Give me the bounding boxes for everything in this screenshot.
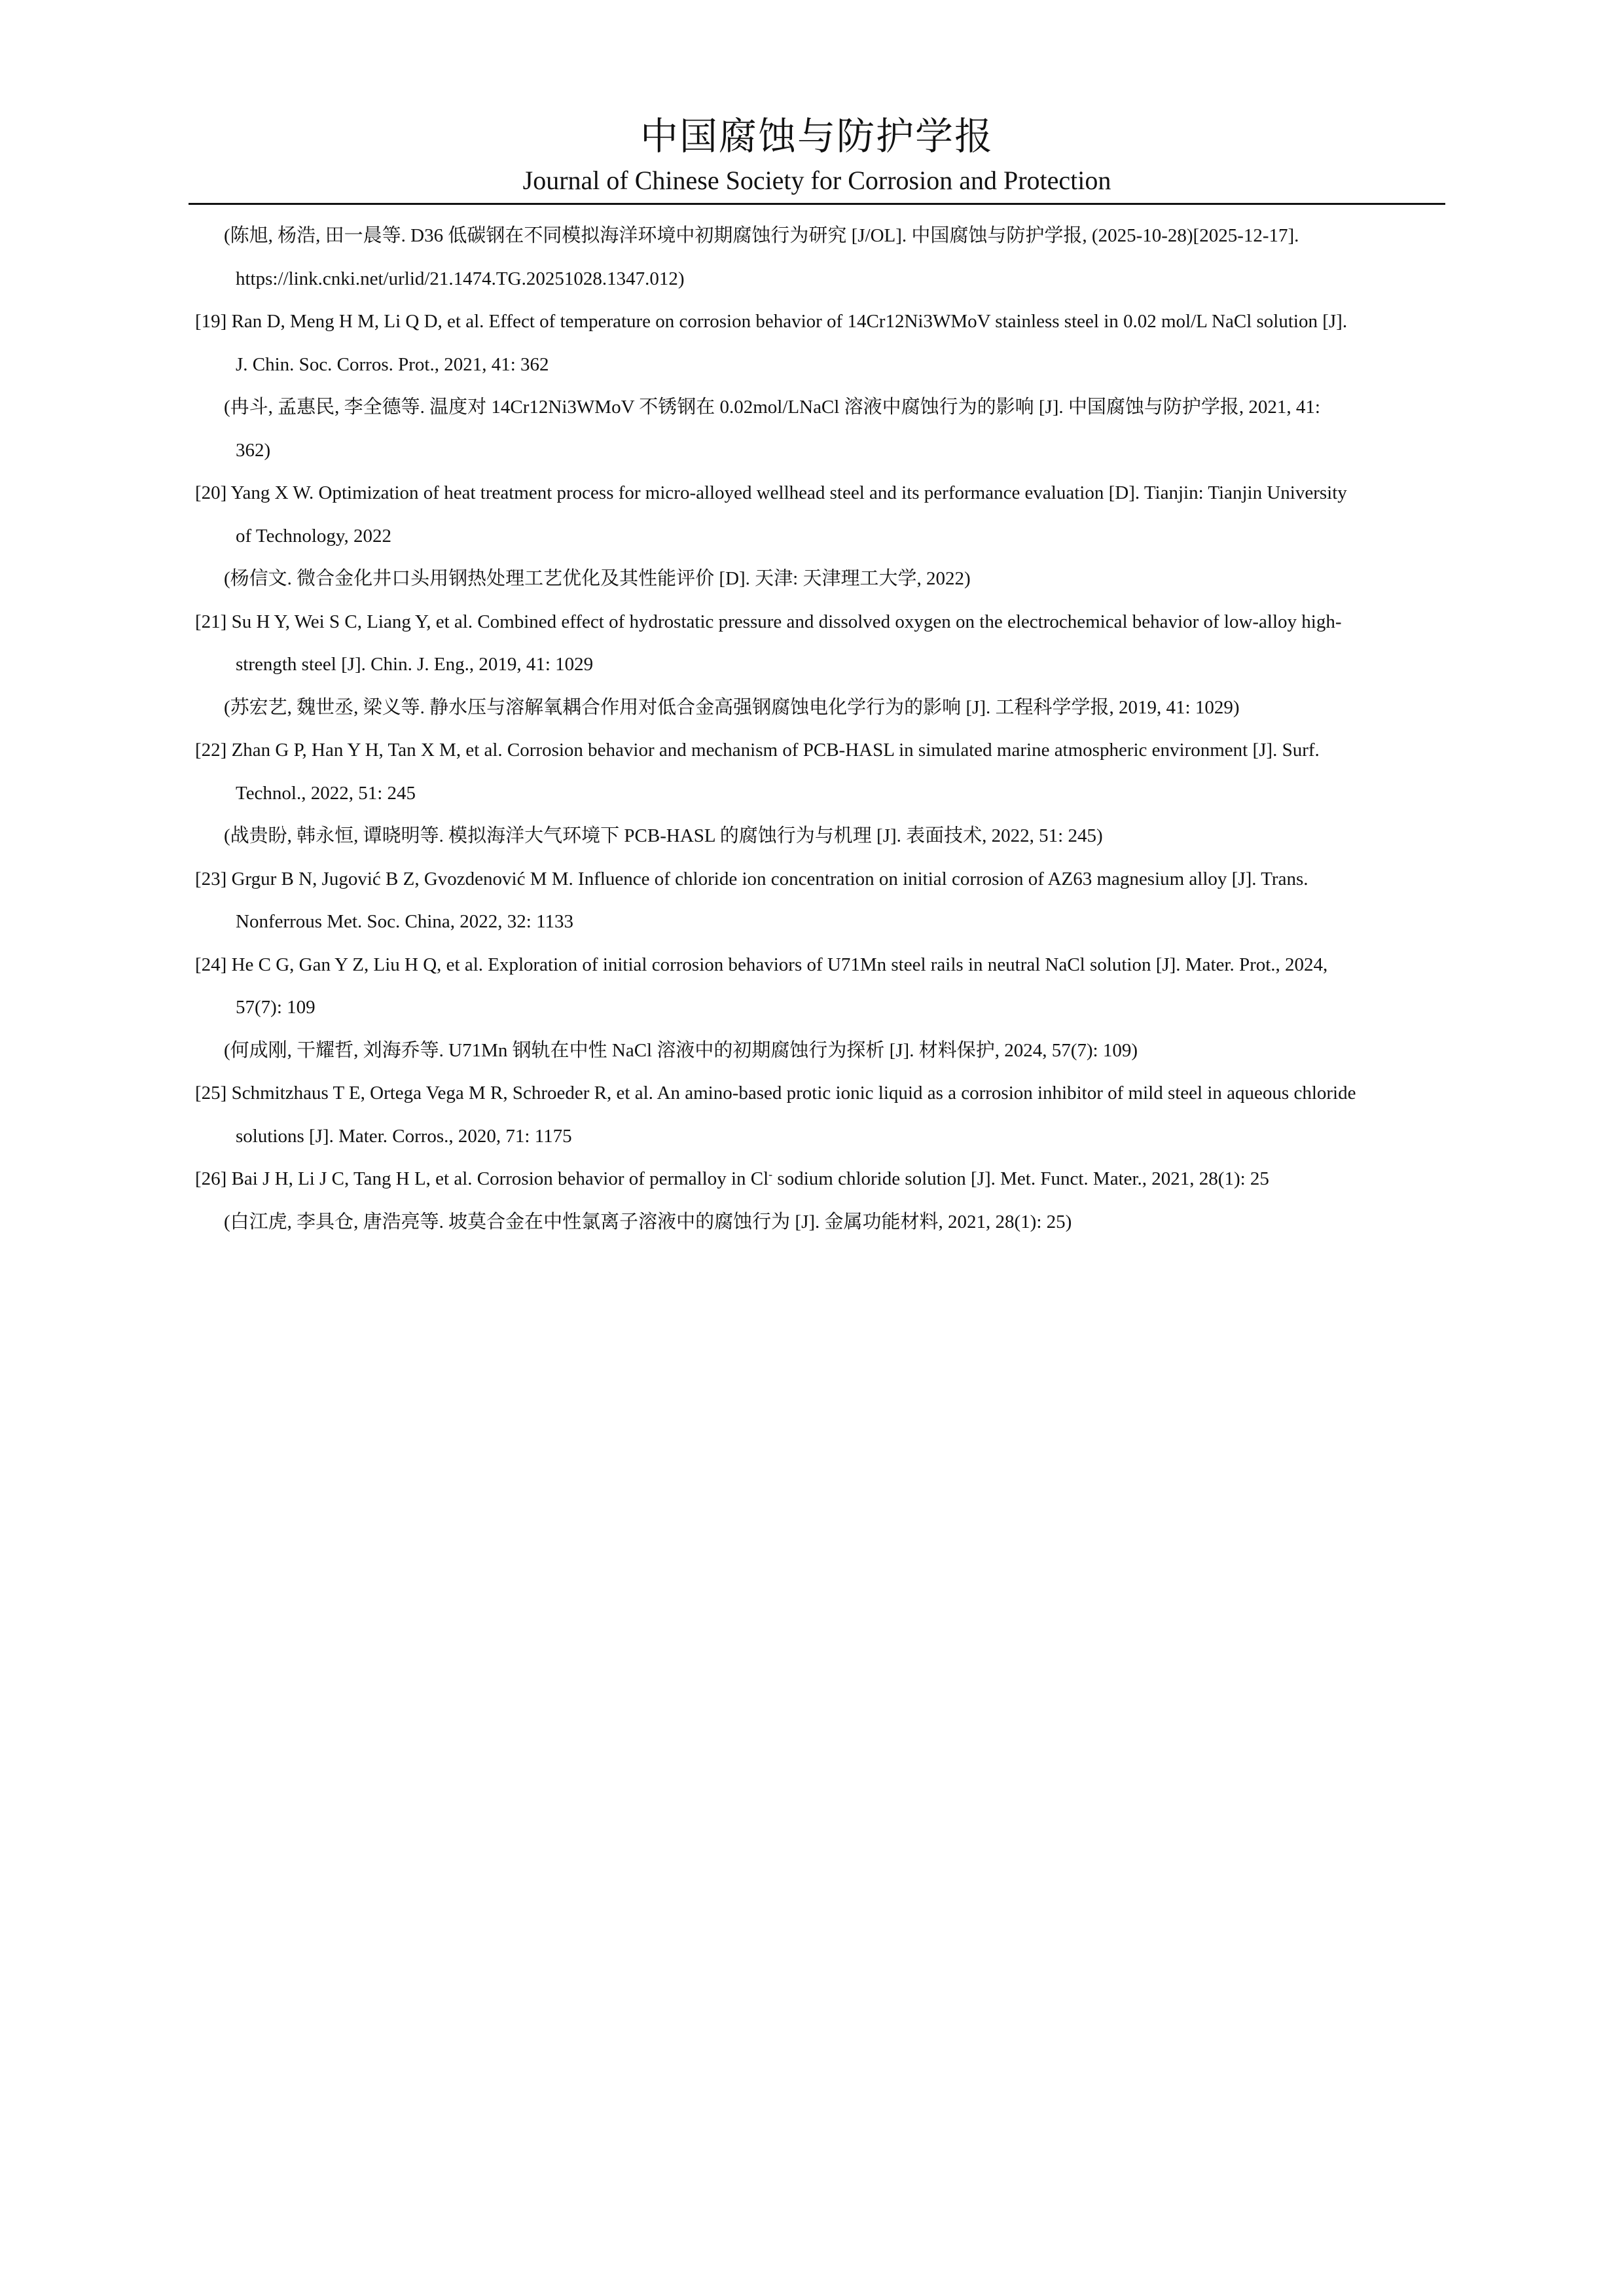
reference-line: Nonferrous Met. Soc. China, 2022, 32: 1133 (236, 911, 574, 932)
reference-26 (195, 1158, 1436, 1244)
reference-line: (白江虎, 李具仓, 唐浩亮等. 坡莫合金在中性氯离子溶液中的腐蚀行为 [J]. 金属功能材料, 2021, 28(1): 25) (224, 1211, 1072, 1232)
reference-line: [24] He C G, Gan Y Z, Liu H Q, et al. Exploration of initial corrosion behaviors of U71Mn steel rails in neutral NaCl solution [J]. Mater. Prot., 2024, (195, 954, 1328, 975)
reference-line: (陈旭, 杨浩, 田一晨等. D36 低碳钢在不同模拟海洋环境中初期腐蚀行为研究 [J/OL]. 中国腐蚀与防护学报, (2025-10-28)[2025-12-17]. (224, 225, 1299, 246)
reference-list (195, 215, 1436, 1244)
reference-line: [22] Zhan G P, Han Y H, Tan X M, et al. Corrosion behavior and mechanism of PCB-HASL in simulated marine atmospheric environment [J]. Surf. (195, 740, 1320, 761)
reference-text: [26] Bai J H, Li J C, Tang H L, et al. Corrosion behavior of permalloy in Cl (195, 1168, 769, 1189)
reference-25 (195, 1072, 1436, 1158)
reference-line: [23] Grgur B N, Jugović B Z, Gvozdenović M M. Influence of chloride ion concentration on initial corrosion of AZ63 magnesium alloy [J]. Trans. (195, 868, 1308, 889)
reference-line: (何成刚, 干耀哲, 刘海乔等. U71Mn 钢轨在中性 NaCl 溶液中的初期腐蚀行为探析 [J]. 材料保护, 2024, 57(7): 109) (224, 1039, 1138, 1061)
reference-21 (195, 601, 1436, 730)
reference-line: solutions [J]. Mater. Corros., 2020, 71: 1175 (236, 1125, 572, 1147)
header-rule (189, 203, 1445, 205)
reference-line: Technol., 2022, 51: 245 (236, 782, 416, 804)
reference-line: 362) (236, 439, 271, 461)
journal-title-english: Journal of Chinese Society for Corrosion and Protection (522, 166, 1111, 195)
reference-line: strength steel [J]. Chin. J. Eng., 2019, 41: 1029 (236, 654, 594, 675)
reference-line: [19] Ran D, Meng H M, Li Q D, et al. Effect of temperature on corrosion behavior of 14Cr12Ni3WMoV stainless steel in 0.02 mol/L NaCl solution [J]. (195, 311, 1348, 332)
superscript-minus: - (768, 1168, 773, 1181)
reference-line: (杨信文. 微合金化井口头用钢热处理工艺优化及其性能评价 [D]. 天津: 天津理工大学, 2022) (224, 568, 971, 589)
reference-line: (苏宏艺, 魏世丞, 梁义等. 静水压与溶解氧耦合作用对低合金高强钢腐蚀电化学行为的影响 [J]. 工程科学学报, 2019, 41: 1029) (224, 696, 1240, 718)
reference-line: 57(7): 109 (236, 997, 316, 1018)
journal-header (189, 111, 1445, 199)
reference-22 (195, 729, 1436, 858)
reference-line: of Technology, 2022 (236, 525, 391, 547)
reference-line: (战贵盼, 韩永恒, 谭晓明等. 模拟海洋大气环境下 PCB-HASL 的腐蚀行为与机理 [J]. 表面技术, 2022, 51: 245) (224, 825, 1103, 846)
journal-title-chinese: 中国腐蚀与防护学报 (640, 115, 994, 158)
reference-23 (195, 858, 1436, 944)
reference-line: J. Chin. Soc. Corros. Prot., 2021, 41: 362 (236, 353, 549, 375)
reference-line: [21] Su H Y, Wei S C, Liang Y, et al. Combined effect of hydrostatic pressure and dissolved oxygen on the electrochemical behavior of low-alloy high- (195, 611, 1342, 632)
reference-24 (195, 944, 1436, 1073)
reference-19 (195, 300, 1436, 472)
reference-line: [25] Schmitzhaus T E, Ortega Vega M R, Schroeder R, et al. An amino-based protic ionic liquid as a corrosion inhibitor of mild steel in aqueous chloride (195, 1083, 1356, 1103)
reference-line: [20] Yang X W. Optimization of heat treatment process for micro-alloyed wellhead steel and its performance evaluation [D]. Tianjin: Tianjin University (195, 482, 1347, 503)
reference-line (195, 1158, 1436, 1201)
reference-line: https://link.cnki.net/urlid/21.1474.TG.20251028.1347.012) (236, 268, 685, 289)
reference-18-continued (195, 215, 1436, 300)
reference-text: sodium chloride solution [J]. Met. Funct. Mater., 2021, 28(1): 25 (772, 1168, 1269, 1189)
reference-line: (冉斗, 孟惠民, 李全德等. 温度对 14Cr12Ni3WMoV 不锈钢在 0.02mol/LNaCl 溶液中腐蚀行为的影响 [J]. 中国腐蚀与防护学报, 2021, 41: (224, 397, 1320, 418)
reference-20 (195, 472, 1436, 601)
